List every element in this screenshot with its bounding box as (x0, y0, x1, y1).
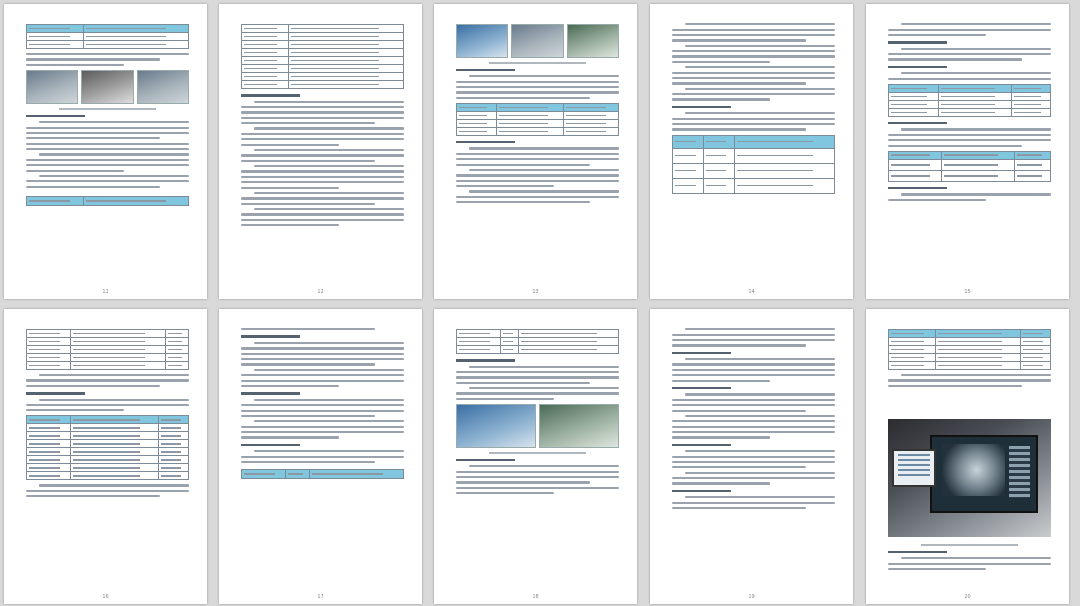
site-photo (511, 24, 563, 58)
page-number: 16 (102, 594, 109, 600)
photo-strip (456, 24, 619, 58)
site-photo (137, 70, 189, 104)
site-photo (567, 24, 619, 58)
page-number: 11 (102, 289, 109, 295)
document-page (434, 309, 637, 604)
document-page (434, 4, 637, 299)
data-table (456, 103, 619, 136)
data-table (672, 135, 835, 194)
document-page (4, 4, 207, 299)
page-number: 20 (964, 594, 971, 600)
document-page (219, 4, 422, 299)
laptop-screen (892, 449, 936, 487)
site-photo (81, 70, 133, 104)
site-photo (26, 70, 78, 104)
site-photo (456, 24, 508, 58)
data-table (888, 151, 1051, 182)
inspection-photo (888, 419, 1051, 537)
data-table (26, 415, 189, 480)
page-number: 19 (748, 594, 755, 600)
page-number: 13 (532, 289, 539, 295)
page-number: 14 (748, 289, 755, 295)
document-page (4, 309, 207, 604)
site-photo (539, 404, 619, 448)
document-page (650, 309, 853, 604)
data-table (888, 84, 1051, 117)
monitor-screen (930, 435, 1038, 513)
document-page (866, 4, 1069, 299)
data-table (26, 196, 189, 206)
document-page (219, 309, 422, 604)
data-table (241, 24, 404, 89)
page-number: 17 (317, 594, 324, 600)
photo-strip (26, 70, 189, 104)
data-table (888, 329, 1051, 370)
photo-strip (456, 404, 619, 448)
page-number: 12 (317, 289, 324, 295)
data-table (26, 329, 189, 370)
data-table (26, 24, 189, 49)
page-number: 18 (532, 594, 539, 600)
data-table (241, 469, 404, 479)
document-page (866, 309, 1069, 604)
site-photo (456, 404, 536, 448)
document-page (650, 4, 853, 299)
page-number: 15 (964, 289, 971, 295)
data-table (456, 329, 619, 354)
